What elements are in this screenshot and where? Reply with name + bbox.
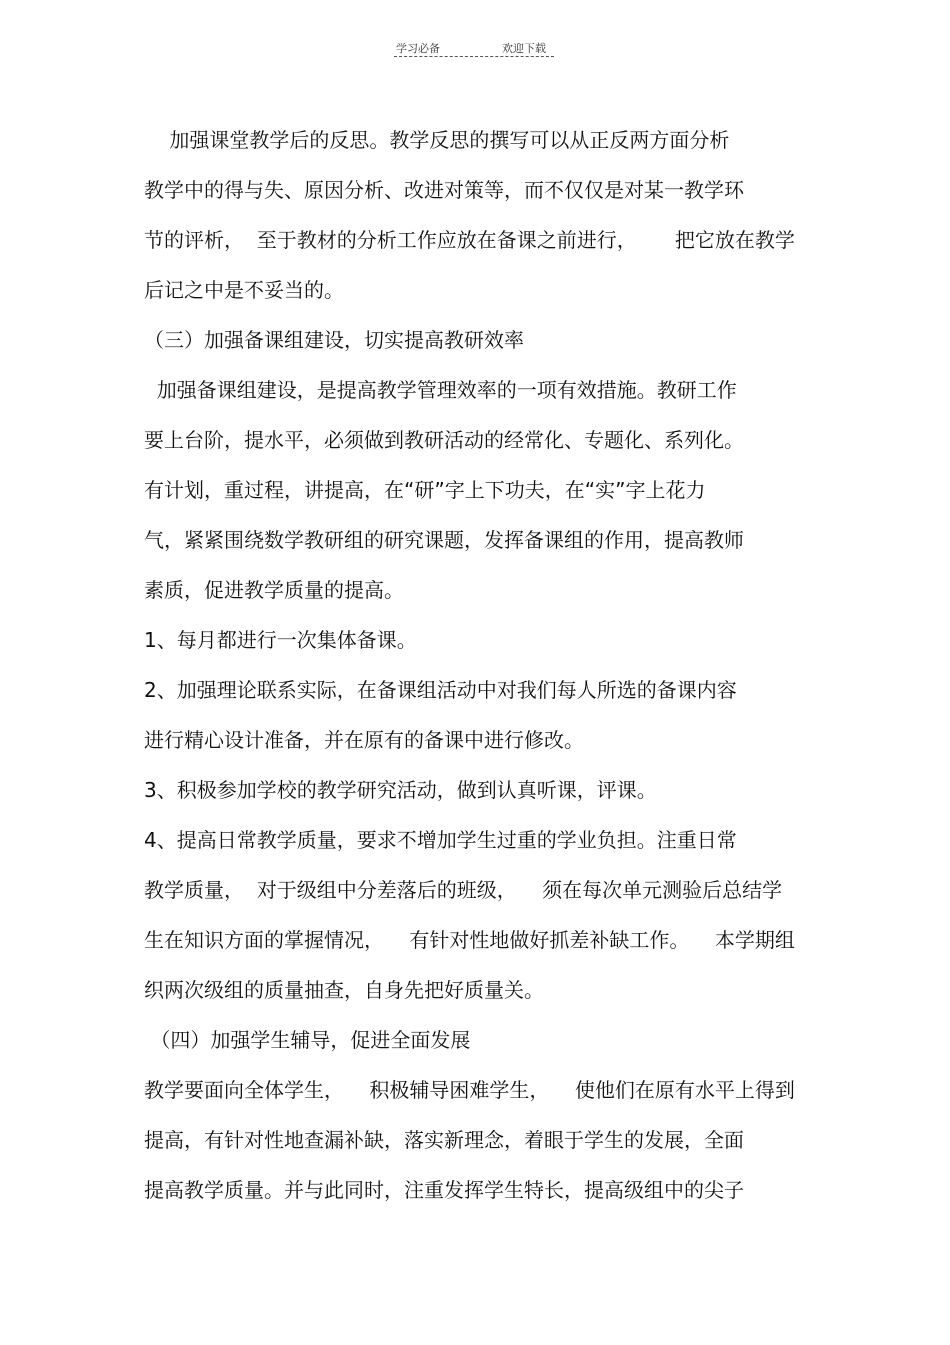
text-line: 织两次级组的质量抽查，自身先把好质量关。 bbox=[144, 978, 544, 1002]
text-line: 提高，有针对性地查漏补缺，落实新理念，着眼于学生的发展，全面 bbox=[144, 1128, 744, 1152]
text-line: 有计划，重过程，讲提高，在“研”字上下功夫，在“实”字上花力 bbox=[144, 478, 706, 502]
list-item: 1、每月都进行一次集体备课。 bbox=[144, 628, 417, 652]
text-line: 加强备课组建设，是提高教学管理效率的一项有效措施。教研工作 bbox=[144, 378, 737, 402]
text-line: 教学中的得与失、原因分析、改进对策等，而不仅仅是对某一教学环 bbox=[144, 178, 744, 202]
text-line: 生在知识方面的掌握情况， 有针对性地做好抓差补缺工作。 本学期组 bbox=[144, 928, 795, 952]
list-item: 4、提高日常教学质量，要求不增加学生过重的学业负担。注重日常 bbox=[144, 828, 737, 852]
text-line: 提高教学质量。并与此同时，注重发挥学生特长，提高级组中的尖子 bbox=[144, 1178, 744, 1202]
header-right-text: 欢迎下载 bbox=[502, 42, 546, 55]
text-line: 教学质量， 对于级组中分差落后的班级， 须在每次单元测验后总结学 bbox=[144, 878, 783, 902]
list-item: 2、加强理论联系实际，在备课组活动中对我们每人所选的备课内容 bbox=[144, 678, 737, 702]
text-line: 加强课堂教学后的反思。教学反思的撰写可以从正反两方面分析 bbox=[144, 128, 730, 152]
text-line: 气，紧紧围绕数学教研组的研究课题，发挥备课组的作用，提高教师 bbox=[144, 528, 744, 552]
header-left-text: 学习必备 bbox=[396, 42, 440, 55]
text-line: 要上台阶，提水平，必须做到教研活动的经常化、专题化、系列化。 bbox=[144, 428, 744, 452]
list-item: 3、积极参加学校的教学研究活动，做到认真听课，评课。 bbox=[144, 778, 657, 802]
text-line: 节的评析， 至于教材的分析工作应放在备课之前进行， 把它放在教学 bbox=[144, 228, 795, 252]
text-line: 教学要面向全体学生， 积极辅导困难学生， 使他们在原有水平上得到 bbox=[144, 1078, 795, 1102]
text-line: 进行精心设计准备，并在原有的备课中进行修改。 bbox=[144, 728, 584, 752]
page-header bbox=[394, 38, 554, 57]
section-heading: （三）加强备课组建设，切实提高教研效率 bbox=[144, 328, 524, 352]
section-heading: （四）加强学生辅导，促进全面发展 bbox=[144, 1028, 471, 1052]
text-line: 素质，促进教学质量的提高。 bbox=[144, 578, 404, 602]
text-line: 后记之中是不妥当的。 bbox=[144, 278, 344, 302]
